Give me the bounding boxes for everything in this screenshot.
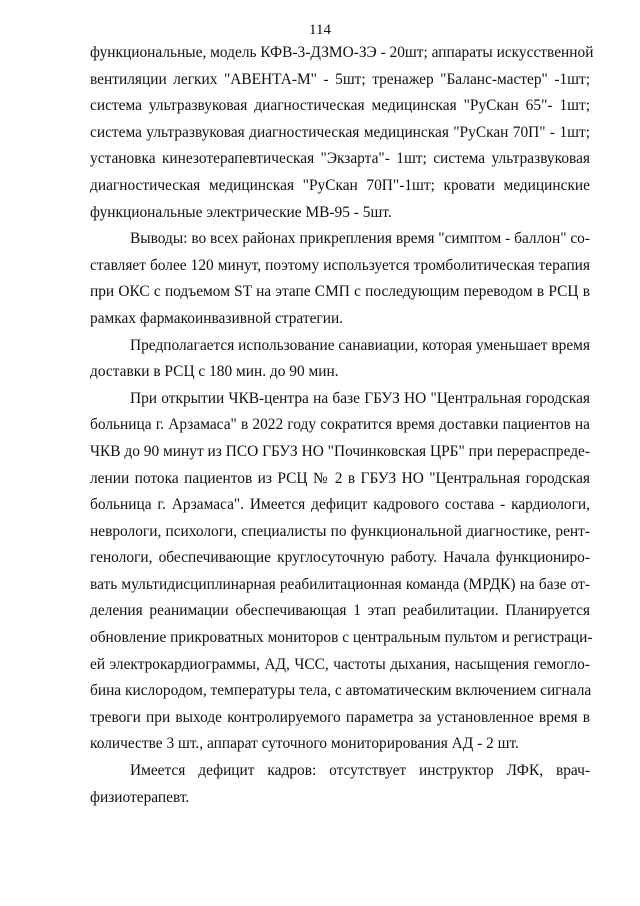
text-line: генологи, обеспечивающие круглосуточную работу. Начала функциониро-	[90, 549, 590, 567]
document-body	[90, 40, 594, 811]
text-line: диагностическая медицинская "РуСкан 70П"-1шт; кровати медицинские	[90, 176, 590, 194]
text-line: Выводы: во всех районах прикрепления время "симптом - баллон" со-	[130, 230, 590, 248]
paragraph	[90, 40, 594, 226]
text-line: доставки в РСЦ с 180 мин. до 90 мин.	[90, 363, 339, 381]
text-line: Предполагается использование санавиации, которая уменьшает время	[130, 336, 590, 354]
text-line: рамках фармакоинвазивной стратегии.	[90, 309, 344, 327]
text-line: ставляет более 120 минут, поэтому используется тромболитическая терапия	[90, 256, 590, 274]
paragraph	[90, 333, 590, 386]
text-line: деления реанимации обеспечивающая 1 этап реабилитации. Планируется	[90, 602, 590, 620]
text-line: установка кинезотерапевтическая "Экзарта"- 1шт; система ультразвуковая	[90, 150, 590, 168]
text-line: больница г. Арзамаса". Имеется дефицит кадрового состава - кардиологи,	[90, 496, 590, 514]
text-line: система ультразвуковая диагностическая медицинская "РуСкан 65"- 1шт;	[90, 97, 590, 115]
text-line: При открытии ЧКВ-центра на базе ГБУЗ НО "Центральная городская	[130, 389, 590, 407]
text-line: бина кислородом, температуры тела, с автоматическим включением сигнала	[90, 682, 592, 700]
text-line: физиотерапевт.	[90, 788, 190, 806]
text-line: ЧКВ до 90 минут из ПСО ГБУЗ НО "Починковская ЦРБ" при перераспреде-	[90, 442, 590, 460]
text-line: тревоги при выходе контролируемого параметра за установленное время в	[90, 708, 590, 726]
text-line: система ультразвуковая диагностическая медицинская "РуСкан 70П" - 1шт;	[90, 123, 590, 141]
text-line: больница г. Арзамаса" в 2022 году сократится время доставки пациентов на	[90, 416, 590, 434]
page-number: 114	[309, 22, 331, 38]
paragraph	[90, 758, 590, 811]
text-line: ей электрокардиограммы, АД, ЧСС, частоты дыхания, насыщения гемогло-	[90, 655, 590, 673]
text-line: вентиляции легких "АВЕНТА-М" - 5шт; тренажер "Баланс-мастер" -1шт;	[90, 70, 590, 88]
paragraph	[90, 226, 590, 332]
text-line: вать мультидисциплинарная реабилитационная команда (МРДК) на базе от-	[90, 575, 590, 593]
text-line: лении потока пациентов из РСЦ № 2 в ГБУЗ НО "Центральная городская	[90, 469, 590, 487]
text-line: неврологи, психологи, специалисты по функциональной диагностике, рент-	[90, 522, 590, 540]
text-line: при ОКС с подъемом ST на этапе СМП с последующим переводом в РСЦ в	[90, 283, 590, 301]
text-line: функциональные, модель КФВ-3-ДЗМО-ЗЭ - 20шт; аппараты искусственной	[90, 44, 594, 61]
text-line: количестве 3 шт., аппарат суточного мониторирования АД - 2 шт.	[90, 735, 519, 753]
paragraph	[90, 386, 593, 758]
text-line: функциональные электрические МВ-95 - 5шт.	[90, 203, 392, 221]
text-line: обновление прикроватных мониторов с центральным пультом и регистраци-	[90, 629, 593, 647]
text-line: Имеется дефицит кадров: отсутствует инструктор ЛФК, врач-	[130, 762, 590, 780]
